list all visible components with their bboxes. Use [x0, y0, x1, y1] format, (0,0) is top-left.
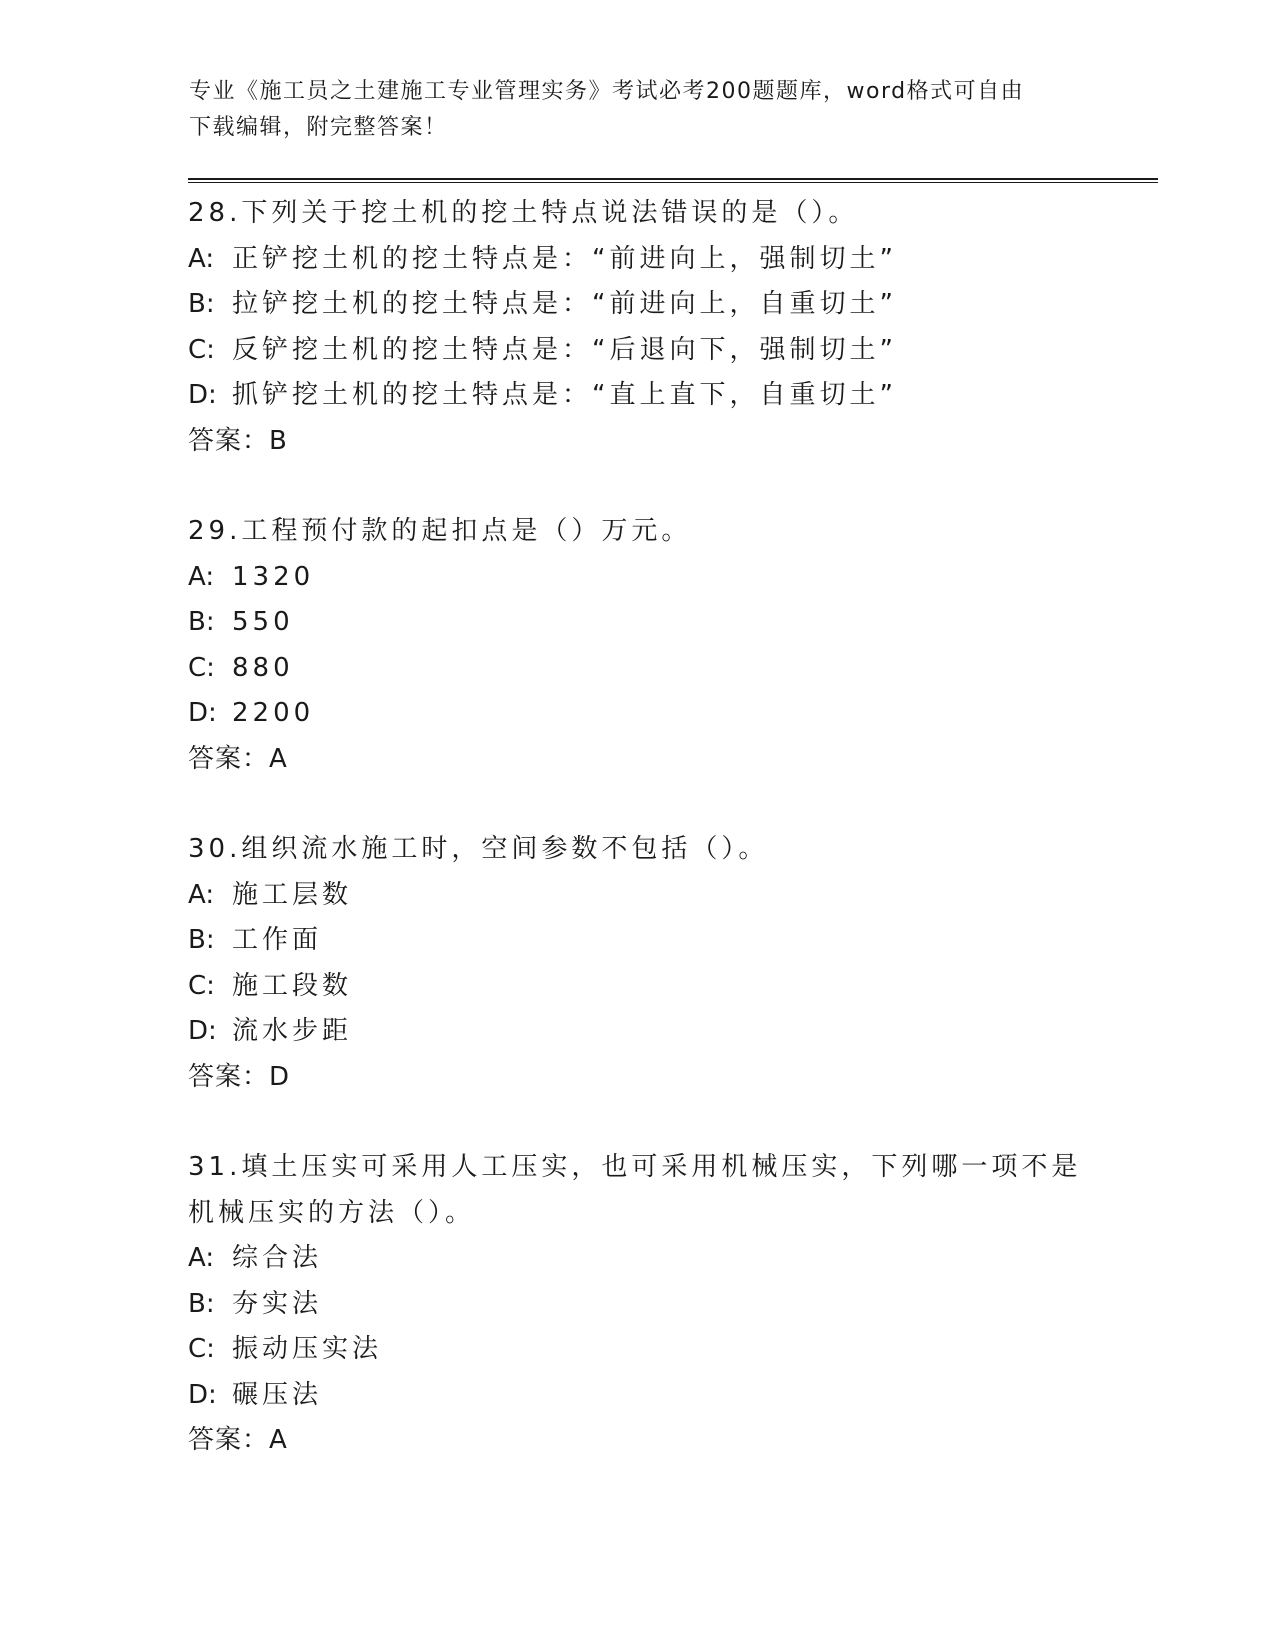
option-d	[188, 691, 1088, 737]
option-text: 550	[232, 607, 294, 637]
option-letter: B:	[188, 607, 215, 637]
option-text: 施工段数	[232, 970, 353, 1001]
option-letter: A:	[188, 1243, 215, 1273]
option-letter: A:	[188, 561, 215, 592]
option-text: 反铲挖土机的挖土特点是：“后退向下，强制切土”	[232, 334, 897, 365]
option-letter: D:	[188, 1016, 217, 1046]
header-line-2: 下载编辑，附完整答案！	[189, 115, 448, 140]
option-a	[188, 237, 1088, 283]
option-text: 综合法	[232, 1243, 323, 1273]
option-text: 正铲挖土机的挖土特点是：“前进向上，强制切土”	[232, 243, 897, 274]
option-text: 880	[232, 652, 294, 683]
answer: 答案：D	[188, 1061, 291, 1092]
option-text: 碾压法	[232, 1379, 323, 1410]
option-b	[188, 600, 1088, 646]
question-list	[188, 191, 1088, 1464]
option-letter: C:	[188, 1334, 215, 1364]
option-text: 1320	[232, 561, 315, 592]
option-b	[188, 1282, 1088, 1328]
option-letter: D:	[188, 380, 217, 410]
question-stem: 29.工程预付款的起扣点是（）万元。	[188, 516, 692, 546]
option-text: 拉铲挖土机的挖土特点是：“前进向上，自重切土”	[232, 289, 897, 319]
option-c	[188, 646, 1088, 692]
header-divider	[188, 178, 1158, 183]
option-text: 夯实法	[232, 1288, 323, 1319]
option-a	[188, 555, 1088, 601]
question-28	[188, 191, 1088, 464]
option-letter: D:	[188, 1379, 217, 1410]
option-letter: C:	[188, 334, 215, 365]
option-a	[188, 873, 1088, 919]
option-letter: D:	[188, 698, 217, 728]
option-letter: C:	[188, 970, 215, 1001]
answer: 答案：B	[188, 425, 288, 456]
option-text: 工作面	[232, 925, 323, 955]
option-text: 流水步距	[232, 1016, 353, 1046]
question-29	[188, 509, 1088, 782]
option-letter: B:	[188, 1288, 215, 1319]
option-d	[188, 1009, 1088, 1055]
page-header	[189, 74, 1089, 146]
question-stem: 28.下列关于挖土机的挖土特点说法错误的是（）。	[188, 198, 859, 228]
option-c	[188, 1327, 1088, 1373]
question-stem: 31.填土压实可采用人工压实，也可采用机械压实，下列哪一项不是机械压实的方法（）。	[188, 1152, 1082, 1228]
question-31	[188, 1145, 1088, 1464]
answer: 答案：A	[188, 743, 288, 774]
option-a	[188, 1236, 1088, 1282]
option-letter: C:	[188, 652, 215, 683]
option-text: 振动压实法	[232, 1334, 383, 1364]
option-d	[188, 373, 1088, 419]
header-line-1: 专业《施工员之土建施工专业管理实务》考试必考200题题库，word格式可自由	[189, 79, 1025, 104]
option-b	[188, 282, 1088, 328]
answer: 答案：A	[188, 1425, 288, 1455]
option-letter: A:	[188, 243, 215, 274]
option-letter: B:	[188, 289, 215, 319]
option-letter: A:	[188, 879, 215, 910]
option-b	[188, 918, 1088, 964]
question-stem: 30.组织流水施工时，空间参数不包括（）。	[188, 834, 769, 864]
question-30	[188, 827, 1088, 1100]
option-d	[188, 1373, 1088, 1419]
option-letter: B:	[188, 925, 215, 955]
option-c	[188, 328, 1088, 374]
option-text: 2200	[232, 698, 315, 728]
option-text: 抓铲挖土机的挖土特点是：“直上直下，自重切土”	[232, 380, 897, 410]
option-c	[188, 964, 1088, 1010]
option-text: 施工层数	[232, 879, 353, 910]
